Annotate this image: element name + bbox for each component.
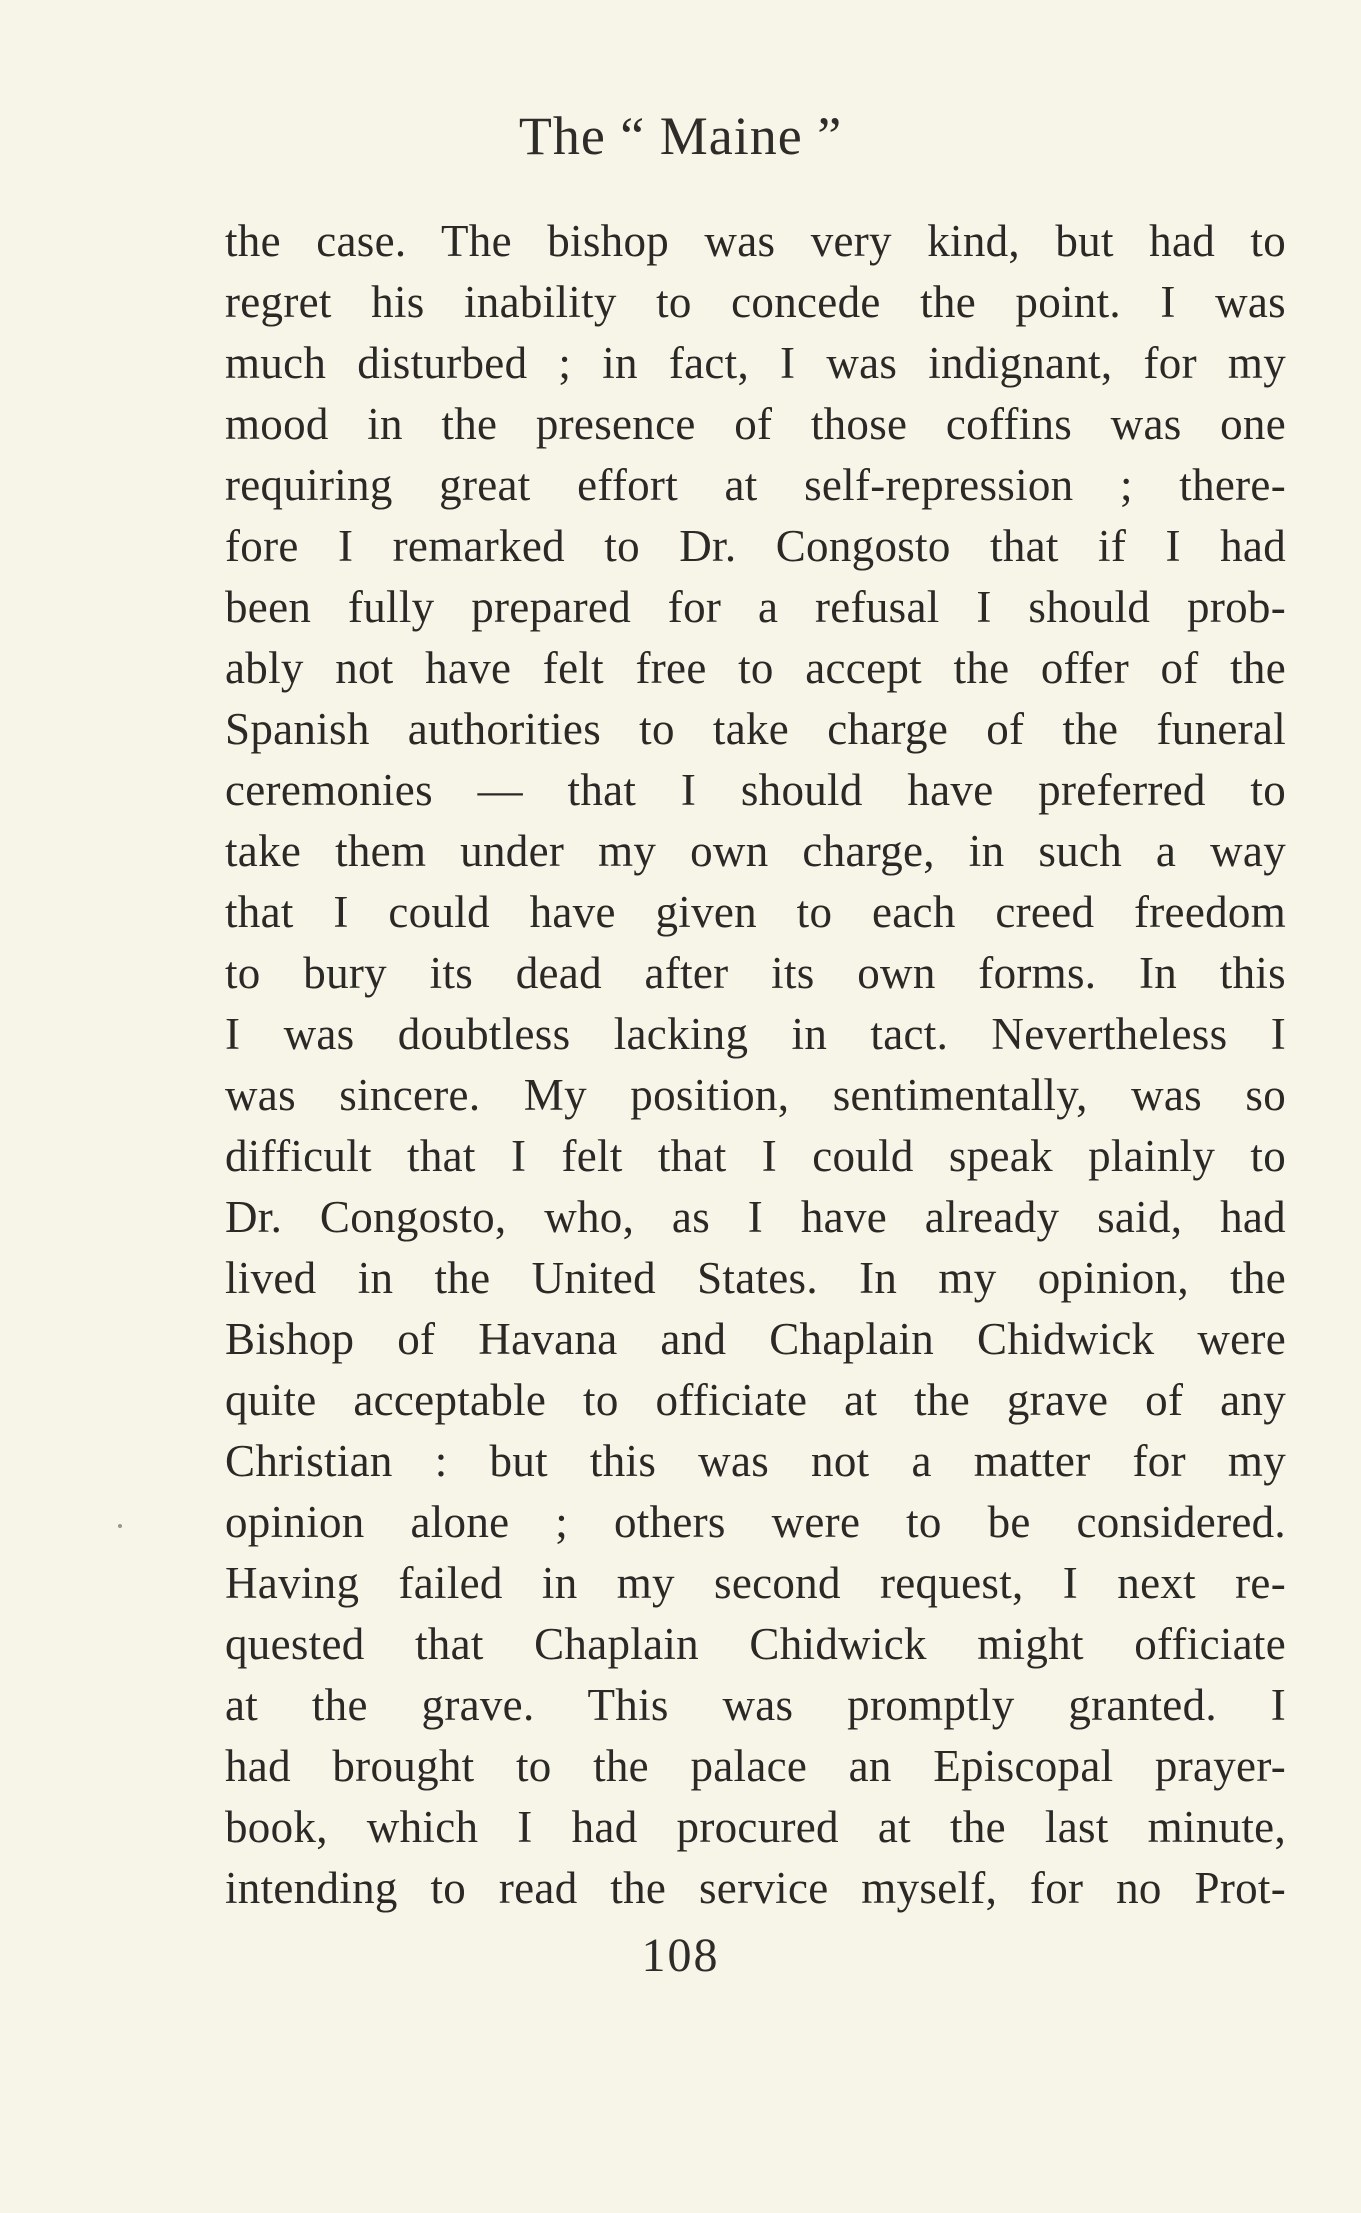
margin-dot (118, 1524, 122, 1528)
text-line: difficult that I felt that I could speak plainly to (225, 1131, 1286, 1181)
running-head: The “ Maine ” (518, 106, 843, 166)
text-line: that I could have given to each creed freedom (225, 887, 1286, 937)
text-line: requiring great effort at self-repression ; there- (225, 460, 1286, 510)
text-line: ceremonies — that I should have preferred to (225, 765, 1286, 815)
text-line: book, which I had procured at the last minute, (225, 1802, 1286, 1852)
text-line: Having failed in my second request, I next re- (225, 1558, 1286, 1608)
text-line: ably not have felt free to accept the offer of the (225, 643, 1286, 693)
text-line: I was doubtless lacking in tact. Nevertheless I (225, 1009, 1286, 1059)
text-line: Dr. Congosto, who, as I have already said, had (225, 1192, 1286, 1242)
text-line: been fully prepared for a refusal I should prob- (225, 582, 1286, 632)
text-line: had brought to the palace an Episcopal prayer- (225, 1741, 1286, 1791)
text-line: to bury its dead after its own forms. In this (225, 948, 1286, 998)
text-line: the case. The bishop was very kind, but had to (225, 216, 1286, 266)
text-line: take them under my own charge, in such a way (225, 826, 1286, 876)
text-line: was sincere. My position, sentimentally, was so (225, 1070, 1286, 1120)
text-line: much disturbed ; in fact, I was indignant, for my (225, 338, 1286, 388)
text-line: Christian : but this was not a matter for my (225, 1436, 1286, 1486)
text-line: quested that Chaplain Chidwick might officiate (225, 1619, 1286, 1669)
text-line: Bishop of Havana and Chaplain Chidwick were (225, 1314, 1286, 1364)
text-line: at the grave. This was promptly granted. I (225, 1680, 1286, 1730)
text-line: fore I remarked to Dr. Congosto that if I had (225, 521, 1286, 571)
text-line: mood in the presence of those coffins was one (225, 399, 1286, 449)
text-line: regret his inability to concede the point. I was (225, 277, 1286, 327)
page-number: 108 (641, 1929, 720, 1982)
text-line: opinion alone ; others were to be considered. (225, 1497, 1286, 1547)
text-line: lived in the United States. In my opinion, the (225, 1253, 1286, 1303)
text-line: quite acceptable to officiate at the grave of any (225, 1375, 1286, 1425)
text-line: intending to read the service myself, for no Prot- (225, 1863, 1286, 1913)
body-text (225, 211, 1286, 1919)
text-line: Spanish authorities to take charge of the funeral (225, 704, 1286, 754)
